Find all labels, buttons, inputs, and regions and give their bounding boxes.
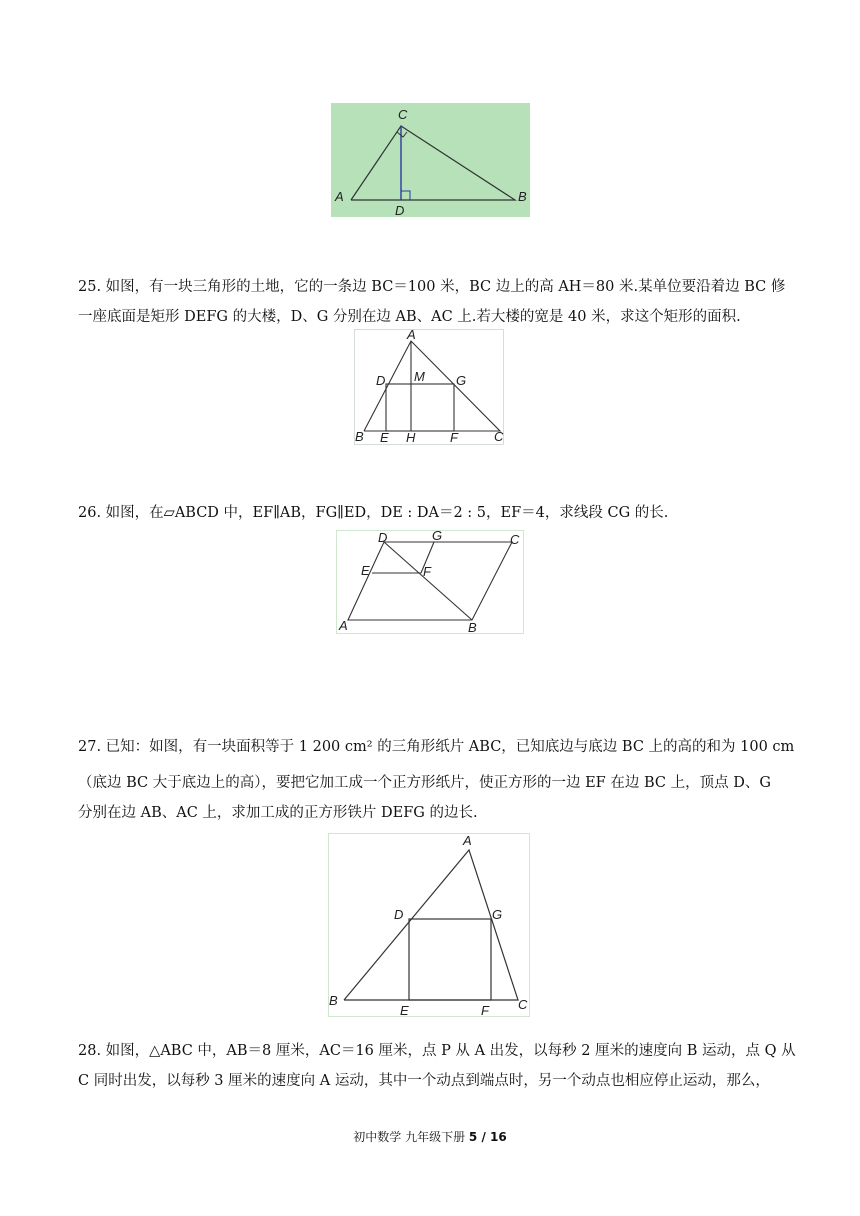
question-27-line-1: 27. 已知：如图，有一块面积等于 1 200 cm² 的三角形纸片 ABC，已知底边与底边 BC 上的高的和为 100 cm [78, 739, 795, 755]
question-27-line-3: 分别在边 AB、AC 上，求加工成的正方形铁片 DEFG 的边长. [78, 805, 478, 821]
label-a: A [335, 189, 344, 204]
footer-text: 初中数学 九年级下册 [353, 1130, 466, 1144]
figure-right-triangle [331, 103, 530, 217]
question-26-line-1: 26. 如图，在▱ABCD 中，EF∥AB，FG∥ED，DE : DA＝2 : 5，EF＝4，求线段 CG 的长. [78, 505, 669, 521]
label-b: B [355, 429, 364, 444]
label-a: A [463, 833, 472, 848]
figure-triangle-rectangle [354, 329, 504, 445]
label-b: B [518, 189, 527, 204]
question-25 [78, 272, 788, 332]
label-d: D [395, 203, 405, 217]
label-e: E [380, 430, 389, 445]
label-d: D [376, 373, 386, 388]
label-f: F [423, 564, 431, 579]
question-28-line-1: 28. 如图，△ABC 中，AB＝8 厘米，AC＝16 厘米，点 P 从 A 出发，以每秒 2 厘米的速度向 B 运动，点 Q 从 [78, 1043, 796, 1059]
label-c: C [398, 107, 408, 122]
label-a: A [407, 329, 416, 342]
question-26 [78, 498, 788, 528]
label-f: F [481, 1003, 489, 1017]
label-c: C [510, 532, 520, 547]
label-c: C [518, 997, 528, 1012]
question-25-line-2: 一座底面是矩形 DEFG 的大楼，D、G 分别在边 AB、AC 上.若大楼的宽是 40 米，求这个矩形的面积. [78, 309, 741, 325]
label-h: H [406, 430, 416, 445]
label-g: G [492, 907, 503, 922]
figure-triangle-square [328, 833, 530, 1017]
label-d: D [394, 907, 404, 922]
question-25-line-1: 25. 如图，有一块三角形的土地，它的一条边 BC＝100 米，BC 边上的高 AH＝80 米.某单位要沿着边 BC 修 [78, 279, 786, 295]
label-b: B [468, 620, 477, 634]
label-d: D [378, 530, 388, 545]
label-e: E [400, 1003, 409, 1017]
label-g: G [456, 373, 467, 388]
label-c: C [494, 429, 504, 444]
page-number: 5 / 16 [468, 1130, 507, 1144]
page-footer [0, 1128, 860, 1145]
question-27 [78, 732, 795, 828]
label-g: G [432, 530, 443, 543]
question-28 [78, 1036, 796, 1096]
label-b: B [329, 993, 338, 1008]
label-a: A [339, 618, 348, 633]
figure-parallelogram [336, 530, 524, 634]
label-f: F [450, 430, 458, 445]
label-m: M [414, 369, 425, 384]
label-e: E [361, 563, 370, 578]
question-28-line-2: C 同时出发，以每秒 3 厘米的速度向 A 运动，其中一个动点到端点时，另一个动点也相应停止运动，那么， [78, 1073, 770, 1089]
question-27-line-2: （底边 BC 大于底边上的高），要把它加工成一个正方形纸片，使正方形的一边 EF 在边 BC 上，顶点 D、G [78, 775, 771, 791]
